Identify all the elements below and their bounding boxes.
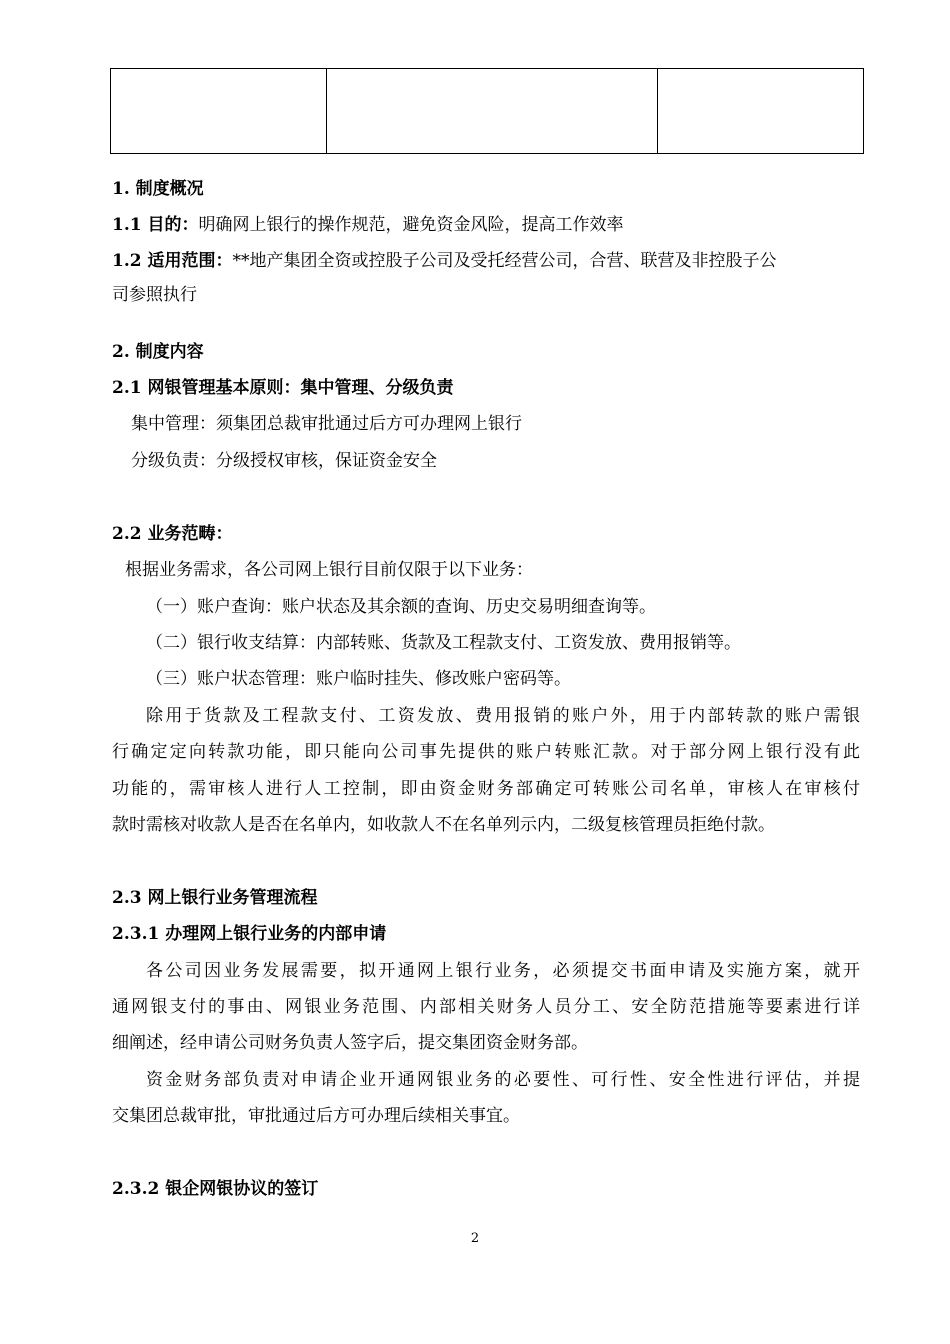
section-1-2-label: 1.2 适用范围： (112, 251, 233, 271)
section-1-1-label: 1.1 目的： (112, 215, 199, 235)
paragraph-line: 功能的，需审核人进行人工控制，即由资金财务部确定可转账公司名单，审核人在审核付 (112, 779, 860, 799)
list-item: （二）银行收支结算：内部转账、货款及工程款支付、工资发放、费用报销等。 (146, 633, 741, 653)
section-1-1-text: 明确网上银行的操作规范，避免资金风险，提高工作效率 (198, 215, 624, 235)
section-2-3-1-heading: 2.3.1 办理网上银行业务的内部申请 (112, 924, 387, 944)
principle-tiered: 分级负责：分级授权审核，保证资金安全 (131, 451, 437, 471)
table-row (111, 69, 864, 154)
table-cell (327, 69, 658, 154)
section-1-2-text: **地产集团全资或控股子公司及受托经营公司，合营、联营及非控股子公 (232, 251, 777, 271)
section-2-1-heading: 2.1 网银管理基本原则：集中管理、分级负责 (112, 378, 454, 398)
scope-intro: 根据业务需求，各公司网上银行目前仅限于以下业务： (125, 560, 533, 580)
page-number: 2 (470, 1231, 480, 1246)
list-item: （三）账户状态管理：账户临时挂失、修改账户密码等。 (146, 669, 571, 689)
table-cell (111, 69, 327, 154)
paragraph-line: 行确定定向转款功能，即只能向公司事先提供的账户转账汇款。对于部分网上银行没有此 (112, 742, 860, 762)
paragraph-line: 款时需核对收款人是否在名单内，如收款人不在名单列示内，二级复核管理员拒绝付款。 (112, 815, 775, 835)
principle-centralized: 集中管理：须集团总裁审批通过后方可办理网上银行 (131, 414, 522, 434)
paragraph-line: 通网银支付的事由、网银业务范围、内部相关财务人员分工、安全防范措施等要素进行详 (112, 997, 860, 1017)
section-1-2 (112, 243, 864, 279)
paragraph-line: 资金财务部负责对申请企业开通网银业务的必要性、可行性、安全性进行评估，并提 (146, 1070, 860, 1090)
paragraph-line: 细阐述，经申请公司财务负责人签字后，提交集团资金财务部。 (112, 1033, 588, 1053)
section-2-3-2-heading: 2.3.2 银企网银协议的签订 (112, 1179, 319, 1199)
section-1-heading: 1. 制度概况 (112, 179, 204, 199)
section-2-2-heading: 2.2 业务范畴： (112, 524, 233, 544)
table-cell (658, 69, 864, 154)
paragraph-line: 交集团总裁审批，审批通过后方可办理后续相关事宜。 (112, 1106, 520, 1126)
section-2-3-heading: 2.3 网上银行业务管理流程 (112, 888, 318, 908)
section-1-1 (112, 207, 864, 243)
section-2-heading: 2. 制度内容 (112, 342, 204, 362)
paragraph-line: 除用于货款及工程款支付、工资发放、费用报销的账户外，用于内部转款的账户需银 (146, 706, 860, 726)
section-1-2-continued: 司参照执行 (112, 285, 197, 305)
list-item: （一）账户查询：账户状态及其余额的查询、历史交易明细查询等。 (146, 597, 656, 617)
paragraph-line: 各公司因业务发展需要，拟开通网上银行业务，必须提交书面申请及实施方案，就开 (146, 961, 860, 981)
header-table (110, 68, 864, 154)
